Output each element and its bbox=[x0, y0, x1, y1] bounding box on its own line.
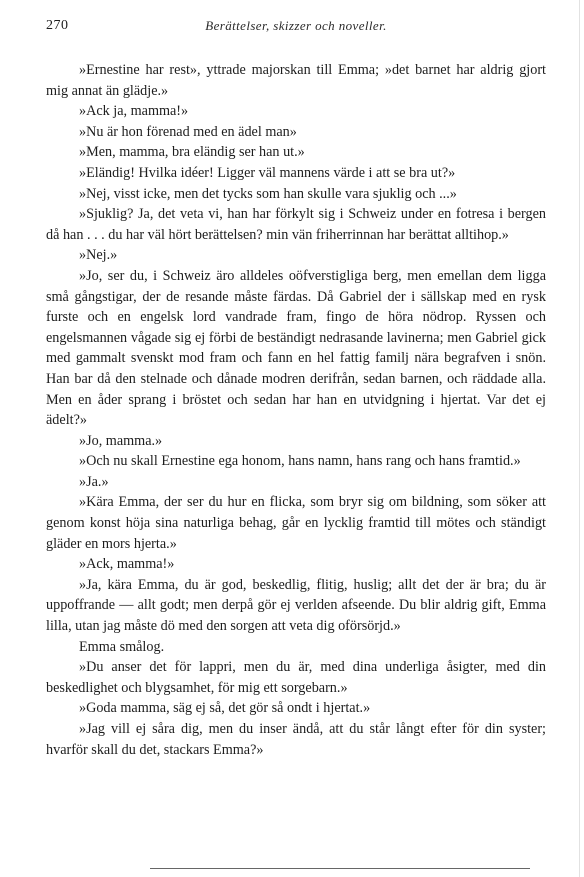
page-edge bbox=[579, 0, 580, 877]
paragraph: »Jo, ser du, i Schweiz äro alldeles oöfverstigliga berg, men emellan dem ligga små gångstigar, der de resande måste färdas. Då Gabriel der i sällskap med en rysk furste och en engelsk lord vandrade fram, fingo de höra nödrop. Ryssen och engelsmannen vågade sig ej förbi de beständigt nedrasande lavinerna; men Gabriel gick med gammalt svenskt mod fram och fann en hel fattig familj nära begrafven i snön. Han bar då den stelnade och dånade modren derifrån, sedan barnen, och räddade alla. Men en åder sprang i bröstet och sedan har han en utvidgning i hjertat. Var det ej ädelt?» bbox=[46, 267, 546, 429]
paragraph: »Nej, visst icke, men det tycks som han skulle vara sjuklig och ...» bbox=[79, 185, 457, 202]
paragraph: »Ack, mamma!» bbox=[79, 556, 175, 573]
paragraph: »Ack ja, mamma!» bbox=[79, 103, 189, 120]
book-page bbox=[46, 18, 546, 760]
paragraph: »Sjuklig? Ja, det veta vi, han har förkylt sig i Schweiz under en fotresa i bergen då han . . . du har väl hört berättelsen? min vän friherrinnan har berättat alltihop.» bbox=[46, 206, 546, 243]
running-head: Berättelser, skizzer och noveller. bbox=[205, 18, 387, 33]
paragraph: »Men, mamma, bra eländig ser han ut.» bbox=[79, 144, 305, 161]
page-header bbox=[46, 18, 546, 38]
paragraph: »Jag vill ej såra dig, men du inser ändå, att du står långt efter för din syster; hvarför skall du det, stackars Emma?» bbox=[46, 721, 546, 758]
page-number: 270 bbox=[46, 18, 69, 33]
paragraph: »Kära Emma, der ser du hur en flicka, som bryr sig om bildning, som söker att genom konst höja sina naturliga behag, går en lycklig framtid till mötes och ständigt gläder en mors hjerta.» bbox=[46, 494, 546, 552]
paragraph: »Och nu skall Ernestine ega honom, hans namn, hans rang och hans framtid.» bbox=[79, 453, 521, 470]
paragraph: »Goda mamma, säg ej så, det gör så ondt i hjertat.» bbox=[79, 700, 371, 717]
paragraph: Emma smålog. bbox=[79, 638, 165, 655]
paragraph: »Ja.» bbox=[79, 473, 109, 490]
paragraph: »Du anser det för lappri, men du är, med dina underliga åsigter, med din beskedlighet och blygsamhet, för mig ett sorgebarn.» bbox=[46, 659, 546, 696]
paragraph: »Ja, kära Emma, du är god, beskedlig, flitig, huslig; allt det der är bra; du är uppoffrande — allt godt; men derpå gör ej verlden afseende. Du blir aldrig gift, Emma lilla, utan jag måste dö med den sorgen att veta dig oförsörjd.» bbox=[46, 576, 546, 635]
paragraph: »Eländig! Hvilka idéer! Ligger väl mannens värde i att se bra ut?» bbox=[79, 164, 456, 181]
paragraph: »Nu är hon förenad med en ädel man» bbox=[79, 123, 297, 140]
bottom-rule bbox=[150, 868, 530, 869]
paragraph: »Jo, mamma.» bbox=[79, 432, 163, 449]
paragraph: »Nej.» bbox=[79, 247, 118, 264]
body-text bbox=[46, 60, 546, 760]
paragraph: »Ernestine har rest», yttrade majorskan till Emma; »det barnet har aldrig gjort mig annat än glädje.» bbox=[46, 62, 546, 99]
